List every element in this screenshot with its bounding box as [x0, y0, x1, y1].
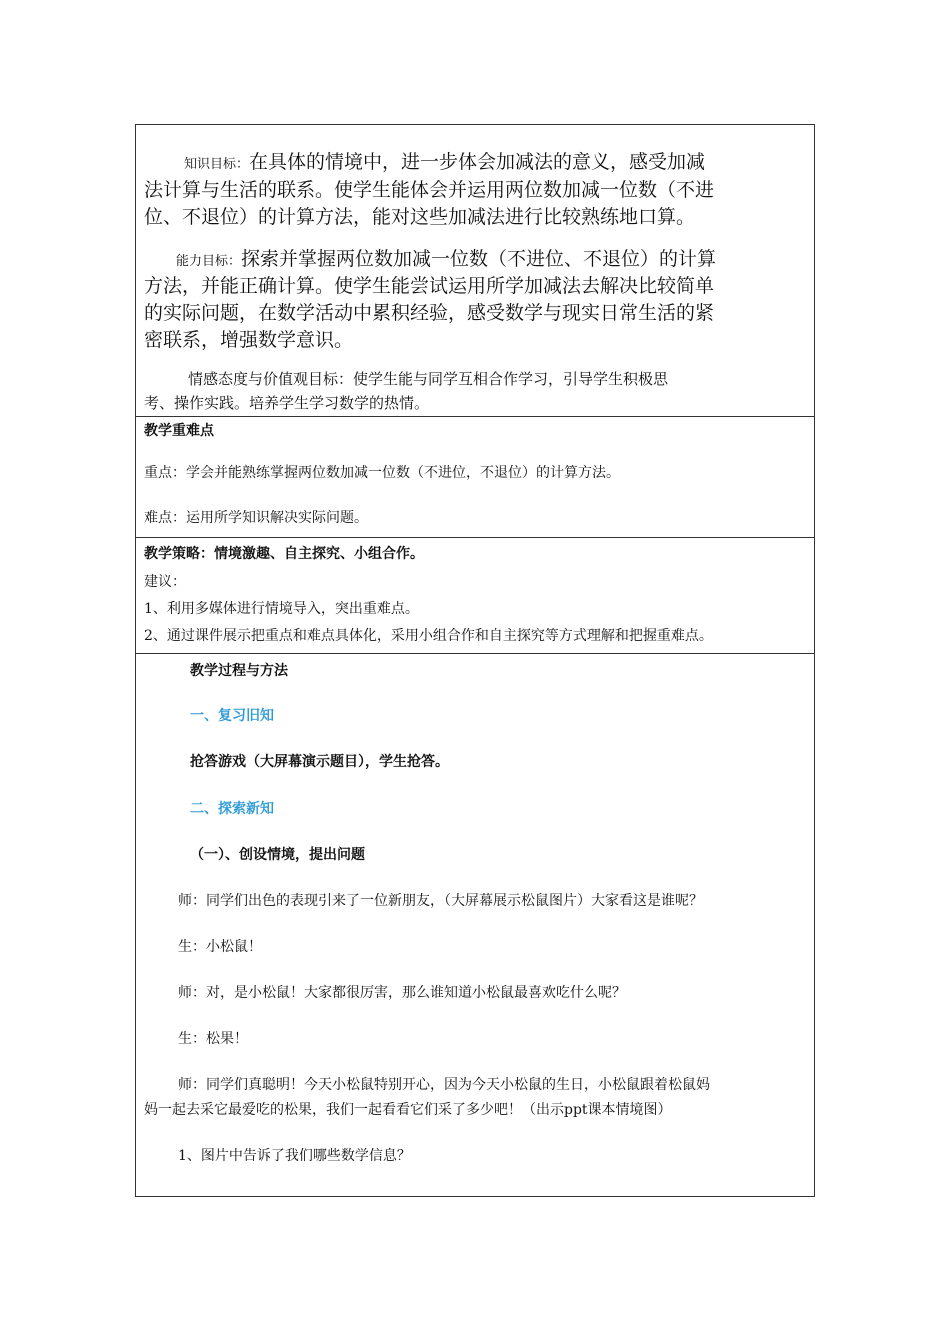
lesson-plan-table — [135, 124, 815, 1197]
section-explore-heading: 二、探索新知 — [190, 801, 274, 817]
ability-objective-line-3: 的实际问题，在数学活动中累积经验，感受数学与现实日常生活的紧 — [144, 302, 715, 324]
objectives-cell — [136, 125, 814, 417]
dialogue-line: 师：对，是小松鼠！大家都很厉害，那么谁知道小松鼠最喜欢吃什么呢？ — [178, 985, 626, 1001]
dialogue-line: 师：同学们出色的表现引来了一位新朋友，（大屏幕展示松鼠图片）大家看这是谁呢？ — [178, 893, 703, 909]
knowledge-objective-line-2: 法计算与生活的联系。使学生能体会并运用两位数加减一位数（不进 — [144, 179, 715, 201]
subsection-scenario-heading: （一）、创设情境，提出问题 — [190, 847, 365, 863]
dialogue-line: 生：松果！ — [178, 1031, 248, 1047]
emotion-objective-line-2: 考、操作实践。培养学生学习数学的热情。 — [144, 394, 430, 412]
key-points-cell — [136, 417, 814, 538]
knowledge-objective-line-1: 知识目标：在具体的情境中，进一步体会加减法的意义，感受加减 — [184, 151, 706, 173]
key-point-text: 重点：学会并能熟练掌握两位数加减一位数（不进位，不退位）的计算方法。 — [144, 465, 620, 481]
question-1: 1、图片中告诉了我们哪些数学信息？ — [178, 1148, 411, 1164]
strategy-cell — [136, 538, 814, 654]
process-heading: 教学过程与方法 — [190, 663, 288, 679]
teacher-paragraph-line-2: 妈一起去采它最爱吃的松果，我们一起看看它们采了多少吧！（出示ppt课本情境图） — [144, 1102, 672, 1118]
knowledge-objective-line-3: 位、不退位）的计算方法，能对这些加减法进行比较熟练地口算。 — [144, 206, 696, 228]
ability-objective-line-1: 能力目标：探索并掌握两位数加减一位数（不进位、不退位）的计算 — [176, 248, 717, 270]
emotion-objective-line-1: 情感态度与价值观目标：使学生能与同学互相合作学习，引导学生积极思 — [188, 370, 669, 388]
section-review-heading: 一、复习旧知 — [190, 708, 274, 724]
ability-objective-label: 能力目标： — [176, 254, 242, 269]
knowledge-objective-label: 知识目标： — [184, 157, 250, 172]
difficulty-text: 难点：运用所学知识解决实际问题。 — [144, 510, 368, 526]
dialogue-line: 生：小松鼠！ — [178, 939, 262, 955]
strategy-heading: 教学策略：情境激趣、自主探究、小组合作。 — [144, 546, 424, 562]
process-cell — [136, 654, 814, 1198]
suggestion-item-2: 2、通过课件展示把重点和难点具体化，采用小组合作和自主探究等方式理解和把握重难点。 — [144, 628, 713, 644]
suggestion-label: 建议： — [144, 574, 186, 590]
ability-objective-line-4: 密联系，增强数学意识。 — [144, 329, 354, 351]
suggestion-item-1: 1、利用多媒体进行情境导入，突出重难点。 — [144, 601, 419, 617]
quiz-game-text: 抢答游戏（大屏幕演示题目），学生抢答。 — [190, 754, 449, 770]
ability-objective-line-2: 方法，并能正确计算。使学生能尝试运用所学加减法去解决比较简单 — [144, 275, 715, 297]
emotion-objective-label: 情感态度与价值观目标： — [188, 370, 354, 388]
teacher-paragraph-line-1: 师：同学们真聪明！今天小松鼠特别开心，因为今天小松鼠的生日，小松鼠跟着松鼠妈 — [178, 1077, 710, 1093]
key-points-heading: 教学重难点 — [144, 423, 214, 439]
